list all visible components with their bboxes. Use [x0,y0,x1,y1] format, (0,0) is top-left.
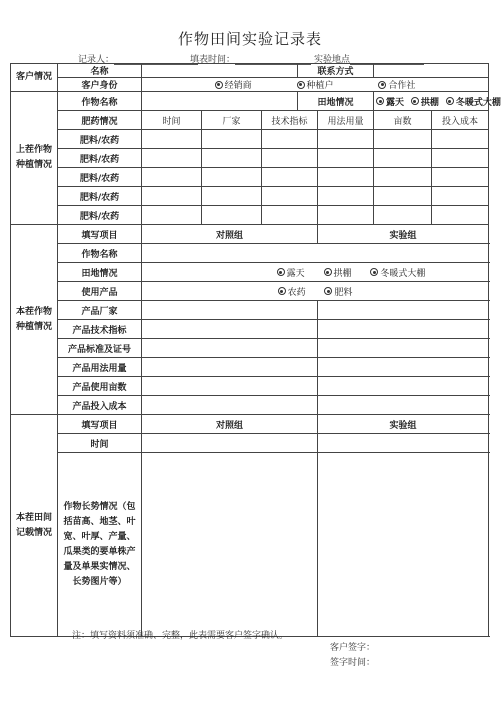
current-product-options [142,282,489,301]
current-row-label: 产品使用亩数 [58,377,142,396]
record-section-label: 本茬田间 记载情况 [11,415,58,637]
table-cell[interactable] [142,130,202,149]
radio-icon [324,268,332,276]
record-fill-item-label: 填写项目 [58,415,142,434]
name-field[interactable] [142,64,298,78]
current-field-options [142,263,489,282]
current-field-option-arch[interactable]: 拱棚 [324,266,352,279]
table-cell[interactable] [142,206,202,225]
table-cell[interactable] [202,149,262,168]
prev-field-label: 田地情况 [298,92,374,111]
table-cell[interactable] [262,130,318,149]
prev-field-option-arch[interactable]: 拱棚 [411,95,439,108]
current-product-label: 使用产品 [58,282,142,301]
current-field-option-greenhouse[interactable]: 冬暖式大棚 [370,266,425,279]
prev-header-cost: 投入成本 [432,111,489,130]
control-cell[interactable] [142,396,318,415]
table-cell[interactable] [318,130,374,149]
recorder-label: 记录人： [78,52,198,65]
table-cell[interactable] [318,206,374,225]
experiment-cell[interactable] [318,320,489,339]
table-cell[interactable] [432,187,489,206]
growth-experiment-area[interactable] [318,453,489,637]
identity-label: 客户身份 [58,78,142,92]
table-cell[interactable] [374,187,432,206]
prev-header-acreage: 亩数 [374,111,432,130]
prev-field-options [374,92,501,111]
radio-icon [376,97,384,105]
experiment-cell[interactable] [318,434,489,453]
prev-crop-name-label: 作物名称 [58,92,142,111]
table-cell[interactable] [262,168,318,187]
table-cell[interactable] [318,187,374,206]
table-cell[interactable] [262,206,318,225]
table-cell[interactable] [202,187,262,206]
control-cell[interactable] [142,320,318,339]
control-cell[interactable] [142,339,318,358]
current-field-label: 田地情况 [58,263,142,282]
table-cell[interactable] [374,168,432,187]
table-cell[interactable] [432,130,489,149]
prev-header-spec: 技术指标 [262,111,318,130]
current-control-header: 对照组 [142,225,318,244]
footer-note: 注：填写资料须准确、完整，此表需要客户签字确认。 [72,631,289,641]
identity-option-coop[interactable]: 合作社 [378,78,415,91]
table-cell[interactable] [432,149,489,168]
prev-field-option-open[interactable]: 露天 [376,95,404,108]
form-title: 作物田间实验记录表 [177,30,322,48]
contact-field[interactable] [374,64,489,78]
current-row-label: 产品标准及证号 [58,339,142,358]
growth-control-area[interactable] [142,453,318,637]
prev-row-label: 肥料/农药 [58,149,142,168]
current-experiment-header: 实验组 [318,225,489,244]
table-cell[interactable] [374,206,432,225]
radio-icon [297,81,305,89]
control-cell[interactable] [142,434,318,453]
prev-header-usage: 肥药情况 [58,111,142,130]
current-crop-name-label: 作物名称 [58,244,142,263]
current-fill-item-label: 填写项目 [58,225,142,244]
table-cell[interactable] [374,130,432,149]
table-cell[interactable] [202,130,262,149]
radio-icon [446,97,454,105]
control-cell[interactable] [142,377,318,396]
current-field-option-open[interactable]: 露天 [277,266,305,279]
table-cell[interactable] [318,149,374,168]
table-cell[interactable] [142,149,202,168]
record-time-label: 时间 [58,434,142,453]
name-label: 名称 [58,64,142,78]
table-cell[interactable] [374,149,432,168]
client-section-label: 客户情况 [11,64,58,92]
identity-option-grower[interactable]: 种植户 [297,78,334,91]
signature-time-label: 签字时间： [330,658,376,668]
prev-row-label: 肥料/农药 [58,206,142,225]
current-row-label: 产品用法用量 [58,358,142,377]
identity-options [142,78,489,92]
prev-section-label: 上茬作物 种植情况 [11,92,58,225]
prev-header-time: 时间 [142,111,202,130]
product-option-fertilizer[interactable]: 肥料 [324,285,352,298]
radio-icon [324,287,332,295]
current-row-label: 产品技术指标 [58,320,142,339]
table-cell[interactable] [202,168,262,187]
radio-icon [411,97,419,105]
radio-icon [277,268,285,276]
prev-header-dosage: 用法用量 [318,111,374,130]
experiment-cell[interactable] [318,339,489,358]
table-cell[interactable] [262,149,318,168]
table-cell[interactable] [262,187,318,206]
contact-label: 联系方式 [298,64,374,78]
current-row-label: 产品厂家 [58,301,142,320]
current-crop-name-field[interactable] [142,244,489,263]
prev-crop-name-field[interactable] [142,92,298,111]
experiment-cell[interactable] [318,358,489,377]
table-cell[interactable] [432,168,489,187]
record-experiment-header: 实验组 [318,415,489,434]
experiment-cell[interactable] [318,396,489,415]
product-option-pesticide[interactable]: 农药 [278,285,306,298]
radio-icon [278,287,286,295]
growth-label: 作物长势情况（包括苗高、地茎、叶宽、叶厚、产量、瓜果类的要单株产量及单果实情况、长势图片等） [58,453,142,637]
radio-icon [378,81,386,89]
experiment-cell[interactable] [318,301,489,320]
table-cell[interactable] [202,206,262,225]
client-signature-label: 客户签字： [330,643,376,653]
control-cell[interactable] [142,301,318,320]
prev-row-label: 肥料/农药 [58,168,142,187]
identity-option-dealer[interactable]: 经销商 [215,78,252,91]
table-cell[interactable] [142,168,202,187]
table-cell[interactable] [432,206,489,225]
radio-icon [370,268,378,276]
experiment-cell[interactable] [318,377,489,396]
table-cell[interactable] [142,187,202,206]
date-label: 填表时间： [190,52,311,65]
control-cell[interactable] [142,358,318,377]
prev-field-option-greenhouse[interactable]: 冬暖式大棚 [446,95,501,108]
prev-row-label: 肥料/农药 [58,130,142,149]
prev-row-label: 肥料/农药 [58,187,142,206]
current-row-label: 产品投入成本 [58,396,142,415]
record-form-table [10,63,501,637]
record-control-header: 对照组 [142,415,318,434]
location-label: 实验地点 [314,52,424,65]
table-cell[interactable] [318,168,374,187]
radio-icon [215,81,223,89]
current-section-label: 本茬作物 种植情况 [11,225,58,415]
prev-header-maker: 厂家 [202,111,262,130]
